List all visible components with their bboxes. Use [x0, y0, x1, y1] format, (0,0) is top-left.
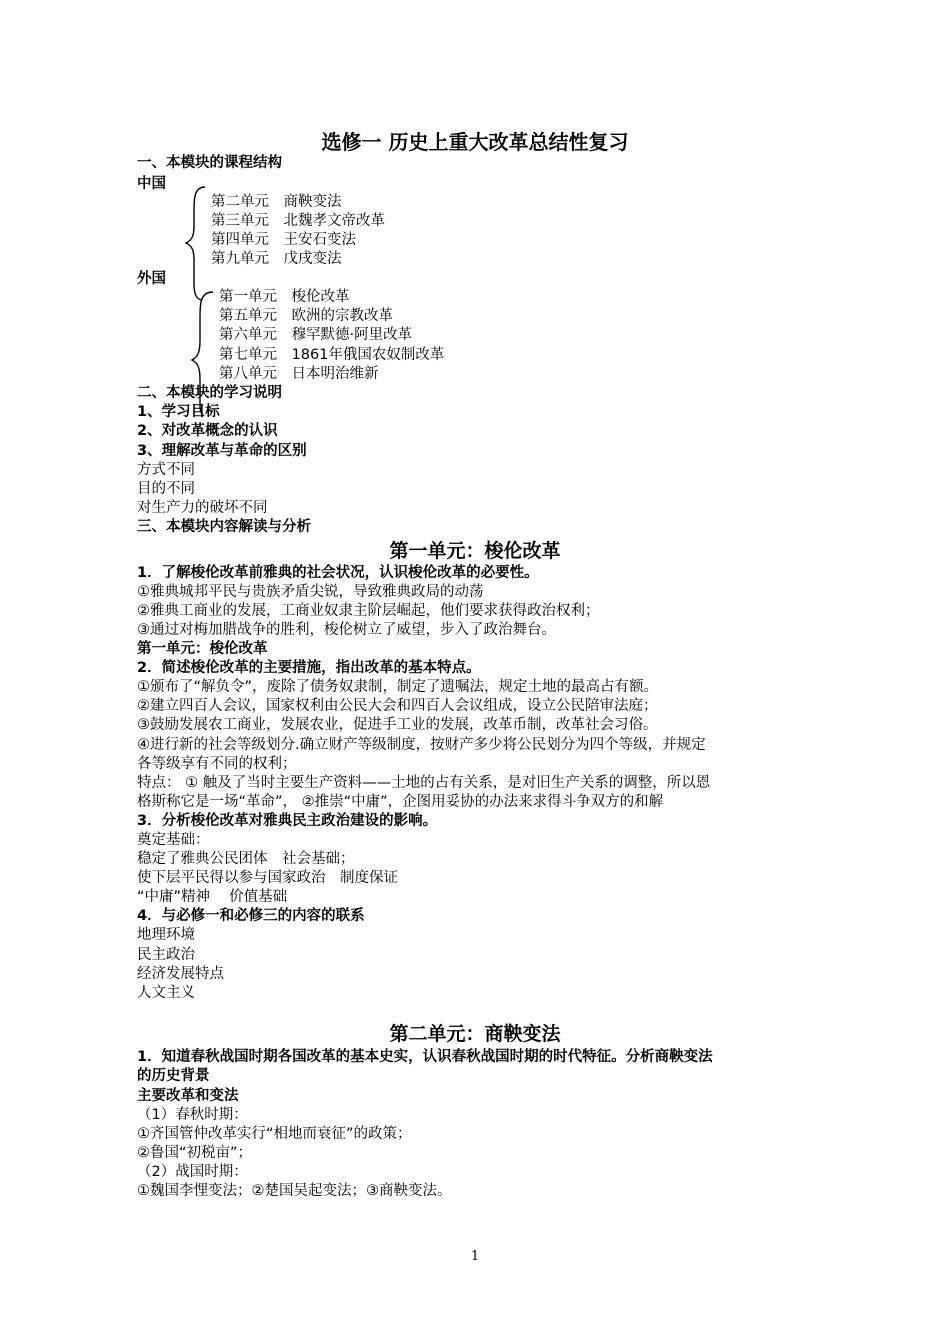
foreign-unit: 第五单元 欧洲的宗教改革 — [219, 308, 393, 324]
section-heading-structure: 一、本模块的课程结构 — [137, 155, 282, 171]
unit1-question: 3．分析梭伦改革对雅典民主政治建设的影响。 — [137, 813, 438, 829]
unit2-line: ②鲁国“初税亩”； — [137, 1145, 253, 1161]
unit1-subheading: 第一单元：梭伦改革 — [137, 641, 268, 657]
unit1-question: 4．与必修一和必修三的内容的联系 — [137, 908, 365, 924]
unit1-point: ③鼓励发展农工商业，发展农业，促进手工业的发展，改革币制，改革社会习俗。 — [137, 717, 658, 733]
unit1-point: 使下层平民得以参与国家政治 制度保证 — [137, 870, 398, 886]
unit1-features: 特点： ① 触及了当时主要生产资料——土地的占有关系，是对旧生产关系的调整，所以恩 — [137, 775, 711, 791]
unit1-title: 第一单元：梭伦改革 — [389, 540, 561, 562]
unit1-point: 地理环境 — [137, 927, 195, 943]
foreign-unit: 第一单元 梭伦改革 — [219, 289, 350, 305]
unit1-point: 奠定基础： — [137, 832, 210, 848]
unit2-line: ①齐国管仲改革实行“相地而衰征”的政策； — [137, 1126, 412, 1142]
unit2-line: （2）战国时期： — [137, 1164, 248, 1180]
china-unit: 第三单元 北魏孝文帝改革 — [211, 213, 385, 229]
unit1-point: ②雅典工商业的发展，工商业奴隶主阶层崛起，他们要求获得政治权利； — [137, 603, 600, 619]
unit1-question: 2．简述梭伦改革的主要措施，指出改革的基本特点。 — [137, 660, 481, 676]
section-heading-analysis: 三、本模块内容解读与分析 — [137, 519, 311, 535]
learning-item: 3、理解改革与革命的区别 — [137, 443, 307, 459]
learning-item: 2、对改革概念的认识 — [137, 423, 278, 439]
foreign-unit: 第六单元 穆罕默德·阿里改革 — [219, 327, 413, 343]
unit1-point: “中庸”精神 价值基础 — [137, 889, 288, 905]
china-label: 中国 — [137, 176, 166, 192]
unit2-line: （1）春秋时期： — [137, 1107, 248, 1123]
unit1-point: 人文主义 — [137, 985, 195, 1001]
unit2-title: 第二单元：商鞅变法 — [389, 1023, 561, 1045]
difference-item: 对生产力的破坏不同 — [137, 500, 268, 516]
unit2-question: 的历史背景 — [137, 1068, 210, 1084]
unit1-point: 各等级享有不同的权利； — [137, 756, 297, 772]
difference-item: 目的不同 — [137, 481, 195, 497]
unit1-point: ①颁布了“解负令”，废除了债务奴隶制，制定了遗嘱法，规定土地的最高占有额。 — [137, 679, 659, 695]
page-number: 1 — [470, 1249, 480, 1264]
section-heading-learning: 二、本模块的学习说明 — [137, 385, 282, 401]
unit1-point: 经济发展特点 — [137, 966, 224, 982]
unit2-question: 1．知道春秋战国时期各国改革的基本史实，认识春秋战国时期的时代特征。分析商鞅变法 — [137, 1049, 713, 1065]
china-unit: 第四单元 王安石变法 — [211, 232, 356, 248]
unit1-point: ④进行新的社会等级划分.确立财产等级制度，按财产多少将公民划分为四个等级，并规定 — [137, 737, 706, 753]
difference-item: 方式不同 — [137, 462, 195, 478]
unit1-point: ②建立四百人会议，国家权利由公民大会和四百人会议组成，设立公民陪审法庭； — [137, 698, 658, 714]
unit1-point: ③通过对梅加腊战争的胜利，梭伦树立了威望，步入了政治舞台。 — [137, 622, 556, 638]
foreign-label: 外国 — [137, 271, 166, 287]
foreign-unit: 第八单元 日本明治维新 — [219, 366, 379, 382]
unit1-point: 稳定了雅典公民团体 社会基础； — [137, 851, 355, 867]
learning-item: 1、学习目标 — [137, 404, 220, 420]
unit1-question: 1．了解梭伦改革前雅典的社会状况，认识梭伦改革的必要性。 — [137, 565, 539, 581]
unit1-point: 民主政治 — [137, 947, 195, 963]
china-unit: 第二单元 商鞅变法 — [211, 194, 342, 210]
unit1-point: ①雅典城邦平民与贵族矛盾尖锐，导致雅典政局的动荡 — [137, 584, 484, 600]
china-unit: 第九单元 戊戌变法 — [211, 251, 342, 267]
foreign-unit: 第七单元 1861年俄国农奴制改革 — [219, 347, 445, 363]
unit2-line: ①魏国李悝变法；②楚国吴起变法；③商鞅变法。 — [137, 1183, 452, 1199]
unit2-subheading: 主要改革和变法 — [137, 1088, 239, 1104]
unit1-features: 格斯称它是一场“革命”， ②推崇“中庸”，企图用妥协的办法来求得斗争双方的和解 — [137, 794, 664, 810]
document-title: 选修一 历史上重大改革总结性复习 — [321, 130, 629, 154]
